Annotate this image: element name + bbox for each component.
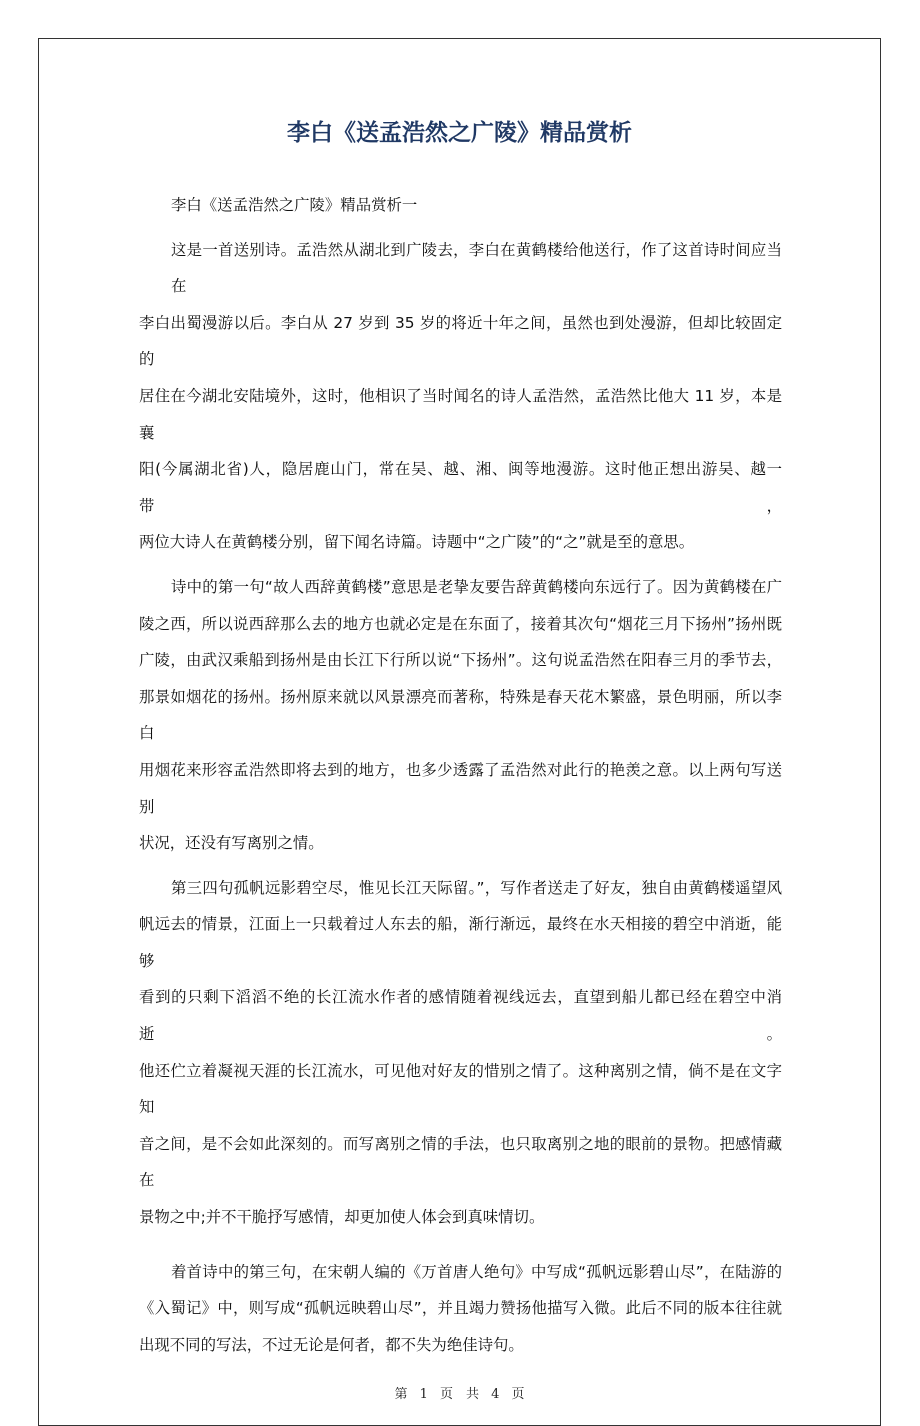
text-line: 着首诗中的第三句，在宋朝人编的《万首唐人绝句》中写成“孤帆远影碧山尽”，在陆游的 [171, 1262, 782, 1281]
text-line: 广陵，由武汉乘船到扬州是由长江下行所以说“下扬州”。这句说孟浩然在阳春三月的季节去， [139, 651, 782, 670]
paragraph-1 [139, 232, 782, 561]
text-line: 两位大诗人在黄鹤楼分别，留下闻名诗篇。诗题中“之广陵”的“之”就是至的意思。 [139, 533, 695, 552]
text-line: 阳(今属湖北省)人，隐居鹿山门，常在吴、越、湘、闽等地漫游。这时他正想出游吴、越一带， [139, 460, 782, 515]
text-line: 诗中的第一句“故人西辞黄鹤楼”意思是老挚友要告辞黄鹤楼向东远行了。因为黄鹤楼在广 [171, 577, 782, 596]
text-line: 用烟花来形容孟浩然即将去到的地方，也多少透露了孟浩然对此行的艳羡之意。以上两句写送别 [139, 760, 782, 816]
text-line: 景物之中;并不干脆抒写感情，却更加使人体会到真味情切。 [139, 1208, 545, 1227]
text-line: 《入蜀记》中，则写成“孤帆远映碧山尽”，并且竭力赞扬他描写入微。此后不同的版本往往就 [139, 1299, 782, 1318]
paragraph-2 [139, 569, 782, 862]
text-line: 李白出蜀漫游以后。李白从 27 岁到 35 岁的将近十年之间，虽然也到处漫游，但却比较固定的 [139, 313, 782, 369]
text-line: 出现不同的写法，不过无论是何者，都不失为绝佳诗句。 [139, 1335, 524, 1354]
text-line: 状况，还没有写离别之情。 [139, 834, 324, 853]
page-number: 第 1 页 共 4 页 [394, 1387, 525, 1403]
text-line: 帆远去的情景，江面上一只载着过人东去的船，渐行渐远，最终在水天相接的碧空中消逝，能够 [139, 915, 782, 970]
document-title: 李白《送孟浩然之广陵》精品赏析 [287, 120, 632, 146]
subtitle-paragraph [139, 187, 782, 224]
page-border [38, 38, 881, 1426]
text-line: 他还伫立着凝视天涯的长江流水，可见他对好友的惜别之情了。这种离别之情，倘不是在文字知 [139, 1061, 782, 1117]
text-line: 音之间，是不会如此深刻的。而写离别之情的手法，也只取离别之地的眼前的景物。把感情藏在 [139, 1134, 782, 1190]
paragraph-4 [139, 1254, 782, 1364]
text-line: 那景如烟花的扬州。扬州原来就以风景漂亮而著称，特殊是春天花木繁盛，景色明丽，所以李白 [139, 687, 782, 743]
text-line: 陵之西，所以说西辞那么去的地方也就必定是在东面了，接着其次句“烟花三月下扬州”扬州既 [139, 614, 782, 633]
text-line: 看到的只剩下滔滔不绝的长江流水作者的感情随着视线远去，直望到船儿都已经在碧空中消逝。 [139, 988, 782, 1044]
text-line: 居住在今湖北安陆境外，这时，他相识了当时闻名的诗人孟浩然，孟浩然比他大 11 岁，本是襄 [139, 386, 782, 442]
text-line: 这是一首送别诗。孟浩然从湖北到广陵去，李白在黄鹤楼给他送行，作了这首诗时间应当在 [171, 240, 782, 296]
subtitle: 李白《送孟浩然之广陵》精品赏析一 [171, 196, 418, 214]
paragraph-3 [139, 870, 782, 1236]
text-line: 第三四句孤帆远影碧空尽，惟见长江天际留。”，写作者送走了好友，独自由黄鹤楼遥望风 [171, 878, 782, 897]
